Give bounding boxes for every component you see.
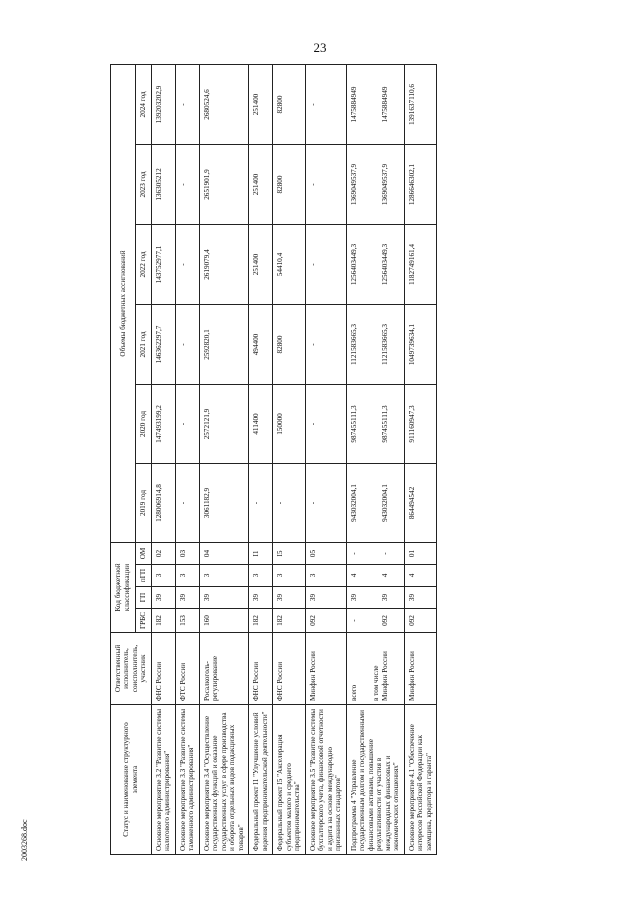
cell: 82800: [273, 145, 305, 225]
cell: [346, 145, 404, 225]
cell: 01: [404, 543, 436, 565]
cell: 251400: [249, 145, 273, 225]
cell: [346, 64, 404, 144]
cell: 143752977,1: [151, 225, 175, 305]
cell: [346, 609, 404, 633]
cell: 139203202,9: [151, 64, 175, 144]
cell-sub: 943032004,1: [381, 484, 390, 522]
cell: 39: [404, 587, 436, 609]
cell: I1: [249, 543, 273, 565]
header-2024: 2024 год: [135, 64, 151, 144]
table-row: [346, 64, 404, 854]
row-executor: ФНС России: [151, 633, 175, 705]
row-executor: Росалкоголь-регулирование: [199, 633, 248, 705]
cell-total: 1369049537,9: [349, 163, 358, 206]
cell: 251400: [249, 225, 273, 305]
cell-sub: 1256403449,3: [381, 243, 390, 286]
cell-total: 943032004,1: [349, 484, 358, 522]
row-executor: Минфин России: [404, 633, 436, 705]
cell: 092: [404, 609, 436, 633]
cell: 2592820,1: [199, 305, 248, 385]
cell: 864494542: [404, 464, 436, 543]
cell: 3: [273, 565, 305, 587]
cell: 136305212: [151, 145, 175, 225]
cell: 39: [249, 587, 273, 609]
row-name: Подпрограмма 4 "Управление государственным долгом и государственными финансовыми активами, повышение результативности от участия в международных финансовых и экономических отношениях": [346, 705, 404, 855]
table-row: [404, 64, 436, 854]
row-name: Основное мероприятие 4.1 "Обеспечение интересов Российской Федерации как заемщика, кредитора и гаранта": [404, 705, 436, 855]
cell: 251400: [249, 64, 273, 144]
cell: 182: [151, 609, 175, 633]
cell: 39: [305, 587, 346, 609]
cell: -: [175, 64, 199, 144]
cell: 54410,4: [273, 225, 305, 305]
row-name: Основное мероприятие 3.2 "Развитие системы налогового администрирования": [151, 705, 175, 855]
header-executor: Ответственный исполнитель, соисполнитель, участник: [111, 633, 152, 705]
row-name: Федеральный проект I5 "Акселерация субъектов малого и среднего предпринимательства": [273, 705, 305, 855]
cell: 02: [151, 543, 175, 565]
cell: 82800: [273, 64, 305, 144]
cell: -: [305, 305, 346, 385]
cell-sub: -: [381, 552, 390, 555]
cell-total: 1121583665,3: [349, 323, 358, 366]
cell: 182: [249, 609, 273, 633]
cell: 4: [404, 565, 436, 587]
header-budget-code: Код бюджетной классификации: [111, 543, 136, 633]
cell: 411400: [249, 385, 273, 464]
cell: 04: [199, 543, 248, 565]
cell: 1049739634,1: [404, 305, 436, 385]
cell-total: 987455111,3: [349, 405, 358, 443]
header-volumes: Объемы бюджетных ассигнований: [111, 64, 136, 542]
cell-total: -: [349, 552, 358, 555]
cell: [346, 385, 404, 464]
cell: 2651901,9: [199, 145, 248, 225]
cell-total: 1256403449,3: [349, 243, 358, 286]
cell: 03: [175, 543, 199, 565]
page-number: 23: [313, 40, 327, 55]
cell: -: [305, 385, 346, 464]
rotated-table-container: [110, 65, 630, 855]
header-2023: 2023 год: [135, 145, 151, 225]
cell: -: [175, 225, 199, 305]
cell: -: [175, 145, 199, 225]
header-2022: 2022 год: [135, 225, 151, 305]
cell: [346, 305, 404, 385]
cell: 160: [199, 609, 248, 633]
cell: [346, 543, 404, 565]
cell: 82800: [273, 305, 305, 385]
row-executor: ФТС России: [175, 633, 199, 705]
cell-sub: 1475884949: [381, 86, 390, 123]
cell-total: 1475884949: [349, 86, 358, 123]
cell: 2619079,4: [199, 225, 248, 305]
cell: 3: [305, 565, 346, 587]
footer-code: 2003268.doc: [20, 819, 29, 861]
row-executor-group: [346, 633, 404, 705]
cell: 05: [305, 543, 346, 565]
row-executor: всего: [349, 684, 358, 701]
cell-sub: 39: [381, 593, 390, 602]
header-om: ОМ: [135, 543, 151, 565]
row-name: Основное мероприятие 3.5 "Развитие системы бухгалтерского учета, финансовой отчетности и аудита на основе международно признанных стандартов": [305, 705, 346, 855]
table-row: [199, 64, 248, 854]
cell: 3: [199, 565, 248, 587]
cell: -: [249, 464, 273, 543]
cell: 3: [151, 565, 175, 587]
cell: -: [175, 305, 199, 385]
cell: 39: [273, 587, 305, 609]
cell: [346, 225, 404, 305]
cell: 150000: [273, 385, 305, 464]
cell: -: [175, 385, 199, 464]
budget-table: [110, 64, 437, 855]
cell: I5: [273, 543, 305, 565]
cell: -: [175, 464, 199, 543]
cell-total: 4: [349, 573, 358, 578]
cell: 2572121,9: [199, 385, 248, 464]
cell: 39: [199, 587, 248, 609]
header-pgp: пГП: [135, 565, 151, 587]
cell-total: -: [349, 619, 358, 622]
cell: -: [305, 145, 346, 225]
cell: 092: [305, 609, 346, 633]
row-name: Федеральный проект I1 "Улучшение условий ведения предпринимательской деятельности": [249, 705, 273, 855]
table-row: [305, 64, 346, 854]
cell-sub: 987455111,3: [381, 405, 390, 443]
cell: 39: [151, 587, 175, 609]
cell: 146362297,7: [151, 305, 175, 385]
cell-sub: 092: [381, 615, 390, 626]
cell: [346, 464, 404, 543]
row-executor-sub: в том числе: [372, 665, 381, 701]
row-executor: ФНС России: [249, 633, 273, 705]
cell-total: 39: [349, 593, 358, 602]
table-row: [273, 64, 305, 854]
cell: 3: [249, 565, 273, 587]
header-status: Статус и наименование структурного элемента: [111, 705, 152, 855]
header-gp: ГП: [135, 587, 151, 609]
cell: 1391637110,6: [404, 64, 436, 144]
cell: -: [305, 64, 346, 144]
cell: 3: [175, 565, 199, 587]
row-executor-sub: Минфин России: [380, 651, 389, 701]
cell-sub: 4: [381, 573, 390, 578]
cell-sub: 1369049537,9: [381, 163, 390, 206]
cell: 182: [273, 609, 305, 633]
row-executor: ФНС России: [273, 633, 305, 705]
cell: 3061182,9: [199, 464, 248, 543]
cell: 1182749161,4: [404, 225, 436, 305]
cell: [346, 565, 404, 587]
cell-sub: 1121583665,3: [381, 323, 390, 366]
cell: 2680524,6: [199, 64, 248, 144]
cell: -: [273, 464, 305, 543]
cell: 494400: [249, 305, 273, 385]
header-2020: 2020 год: [135, 385, 151, 464]
header-2019: 2019 год: [135, 464, 151, 543]
table-row: [249, 64, 273, 854]
table-row: [151, 64, 175, 854]
table-row: [175, 64, 199, 854]
cell: 147493199,2: [151, 385, 175, 464]
header-2021: 2021 год: [135, 305, 151, 385]
cell: 911160947,3: [404, 385, 436, 464]
cell: 1286646302,1: [404, 145, 436, 225]
row-executor: Минфин России: [305, 633, 346, 705]
row-name: Основное мероприятие 3.3 "Развитие системы таможенного администрирования": [175, 705, 199, 855]
cell: [346, 587, 404, 609]
cell: 153: [175, 609, 199, 633]
cell: -: [305, 225, 346, 305]
header-grbs: ГРБС: [135, 609, 151, 633]
cell: -: [305, 464, 346, 543]
row-name: Основное мероприятие 3.4 "Осуществление государственных функций и оказание государственных услуг в сфере производства и оборота отдельных видов подакцизных товаров": [199, 705, 248, 855]
cell: 39: [175, 587, 199, 609]
cell: 128006914,8: [151, 464, 175, 543]
